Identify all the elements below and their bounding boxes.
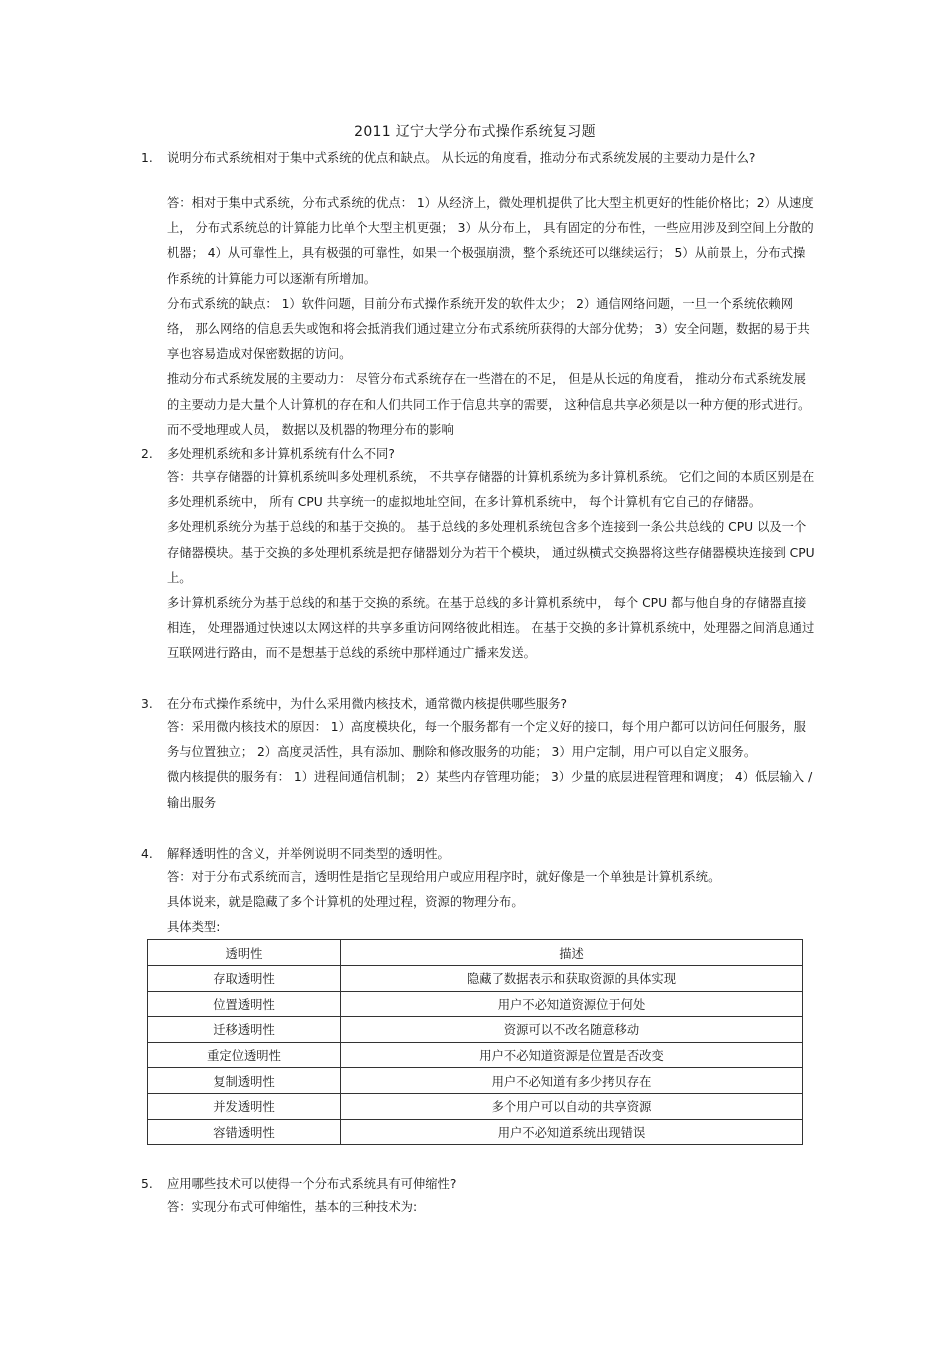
answer-paragraph: 答：共享存储器的计算机系统叫多处理机系统， 不共享存储器的计算机系统为多计算机系统。 它们之间的本质区别是在多处理机系统中， 所有 CPU 共享统一的虚拟地址空间，在多计算机系统中， 每个计算机有它自己的存储器。	[167, 470, 815, 510]
table-header-row	[148, 940, 803, 966]
table-cell: 资源可以不改名随意移动	[341, 1017, 803, 1043]
question-number: 5.	[141, 1177, 153, 1191]
table-cell: 位置透明性	[148, 991, 341, 1017]
answer-paragraph: 具体类型:	[167, 920, 221, 935]
answer-5	[167, 1195, 817, 1220]
answer-paragraph: 答：对于分布式系统而言，透明性是指它呈现给用户或应用程序时，就好像是一个单独是计算机系统。	[167, 870, 721, 884]
answer-paragraph: 微内核提供的服务有： 1）进程间通信机制； 2）某些内存管理功能； 3）少量的底层进程管理和调度； 4）低层输入 /输出服务	[167, 770, 813, 810]
table-row	[148, 1119, 803, 1145]
answer-2	[167, 465, 817, 667]
table-row	[148, 966, 803, 992]
question-text: 多处理机系统和多计算机系统有什么不同?	[167, 447, 395, 461]
answer-1	[167, 191, 817, 443]
table-cell: 复制透明性	[148, 1068, 341, 1094]
answer-paragraph: 多处理机系统分为基于总线的和基于交换的。 基于总线的多处理机系统包含多个连接到一条公共总线的 CPU 以及一个存储器模块。基于交换的多处理机系统是把存储器划分为若干个模块， 通过纵横式交换器将这些存储器模块连接到 CPU 上。	[167, 520, 815, 585]
table-cell: 容错透明性	[148, 1119, 341, 1145]
question-5	[141, 1172, 821, 1197]
table-cell: 用户不必知道资源是位置是否改变	[341, 1042, 803, 1068]
table-row	[148, 1093, 803, 1119]
table-header: 透明性	[148, 940, 341, 966]
answer-paragraph: 答：采用微内核技术的原因： 1）高度模块化，每一个服务都有一个定义好的接口，每个用户都可以访问任何服务，服务与位置独立； 2）高度灵活性，具有添加、删除和修改服务的功能； 3）用户定制，用户可以自定义服务。	[167, 720, 806, 760]
question-number: 3.	[141, 697, 153, 711]
table-row	[148, 1017, 803, 1043]
question-text: 解释透明性的含义，并举例说明不同类型的透明性。	[167, 847, 450, 861]
answer-driving-force: 推动分布式系统发展的主要动力： 尽管分布式系统存在一些潜在的不足， 但是从长远的角度看， 推动分布式系统发展的主要动力是大量个人计算机的存在和人们共同工作于信息共享的需要， 这种信息共享必须是以一种方便的形式进行。而不受地理或人员， 数据以及机器的物理分布的影响	[167, 372, 811, 437]
table-cell: 重定位透明性	[148, 1042, 341, 1068]
question-text: 说明分布式系统相对于集中式系统的优点和缺点。 从长远的角度看，推动分布式系统发展的主要动力是什么?	[167, 151, 756, 165]
answer-4	[167, 865, 817, 941]
answer-3	[167, 715, 817, 816]
table-cell: 用户不必知道有多少拷贝存在	[341, 1068, 803, 1094]
question-3	[141, 692, 821, 717]
table-cell: 并发透明性	[148, 1093, 341, 1119]
table-cell: 迁移透明性	[148, 1017, 341, 1043]
table-cell: 隐藏了数据表示和获取资源的具体实现	[341, 966, 803, 992]
table-cell: 用户不必知道资源位于何处	[341, 991, 803, 1017]
table-row	[148, 991, 803, 1017]
question-2	[141, 442, 821, 467]
answer-paragraph: 具体说来，就是隐藏了多个计算机的处理过程，资源的物理分布。	[167, 895, 524, 910]
answer-disadvantages: 分布式系统的缺点： 1）软件问题，目前分布式操作系统开发的软件太少； 2）通信网络问题，一旦一个系统依赖网络， 那么网络的信息丢失或饱和将会抵消我们通过建立分布式系统所获得的大部分优势； 3）安全问题，数据的易于共享也容易造成对保密数据的访问。	[167, 296, 810, 362]
question-1	[141, 146, 821, 171]
answer-advantages: 答：相对于集中式系统，分布式系统的优点： 1）从经济上，微处理机提供了比大型主机更好的性能价格比；2）从速度上， 分布式系统总的计算能力比单个大型主机更强； 3）从分布上， 具有固定的分布性，一些应用涉及到空间上分散的机器； 4）从可靠性上，具有极强的可靠性，如果一个极强崩溃，整个系统还可以继续运行； 5）从前景上，分布式操作系统的计算能力可以逐渐有所增加。	[167, 196, 814, 286]
question-text: 在分布式操作系统中，为什么采用微内核技术，通常微内核提供哪些服务?	[167, 697, 568, 711]
table-row	[148, 1042, 803, 1068]
table-header: 描述	[341, 940, 803, 966]
table-row	[148, 1068, 803, 1094]
answer-paragraph: 多计算机系统分为基于总线的和基于交换的系统。在基于总线的多计算机系统中， 每个 CPU 都与他自身的存储器直接相连， 处理器通过快速以太网这样的共享多重访问网络彼此相连。 在基于交换的多计算机系统中，处理器之间消息通过互联网进行路由，而不是想基于总线的系统中那样通过广播来发送。	[167, 596, 815, 661]
answer-paragraph: 答：实现分布式可伸缩性，基本的三种技术为:	[167, 1200, 418, 1214]
document-title: 2011 辽宁大学分布式操作系统复习题	[354, 124, 596, 140]
table-cell: 多个用户可以自动的共享资源	[341, 1093, 803, 1119]
question-number: 1.	[141, 151, 153, 165]
question-text: 应用哪些技术可以使得一个分布式系统具有可伸缩性?	[167, 1177, 457, 1191]
table-cell: 用户不必知道系统出现错误	[341, 1119, 803, 1145]
transparency-table	[147, 939, 803, 1145]
question-4	[141, 842, 821, 867]
table-cell: 存取透明性	[148, 966, 341, 992]
question-number: 2.	[141, 447, 153, 461]
question-number: 4.	[141, 847, 153, 861]
